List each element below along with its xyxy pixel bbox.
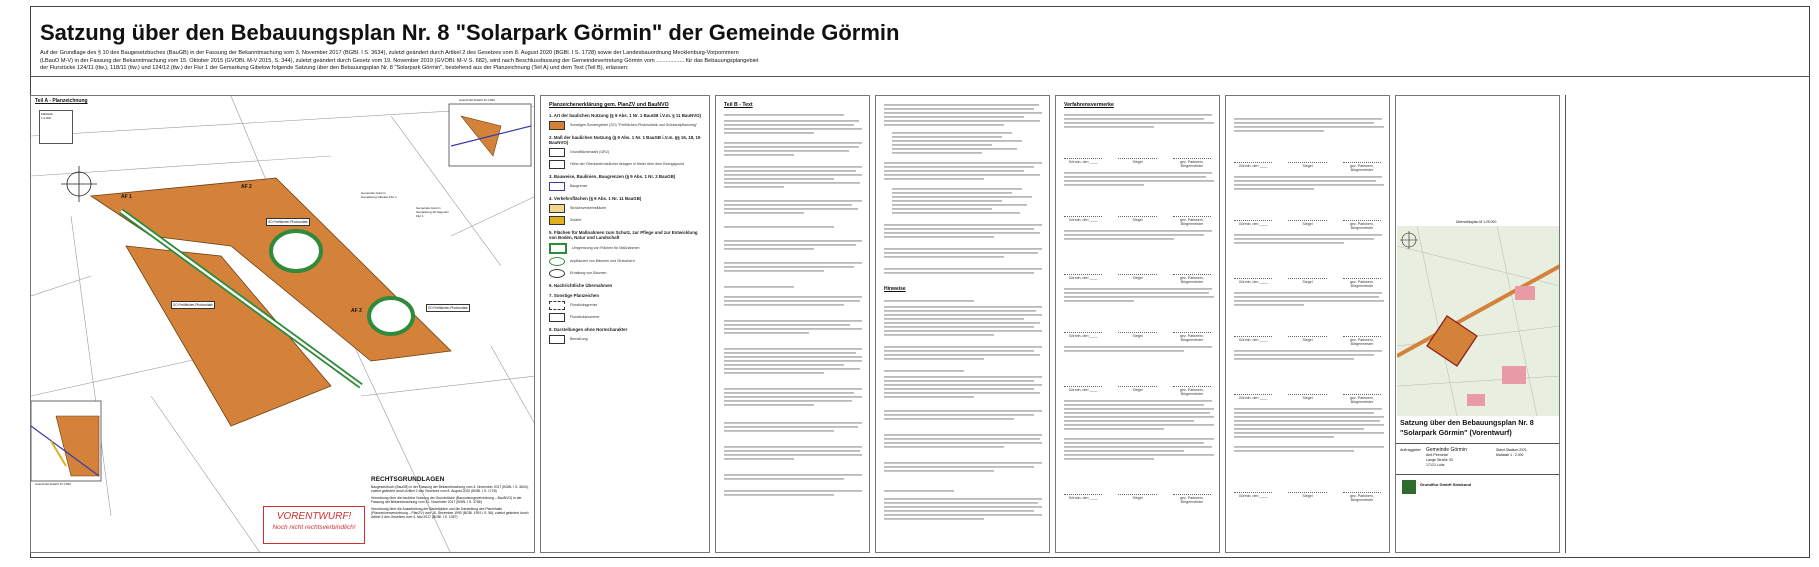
stand-label: Stand [1496, 448, 1505, 452]
panel-legend [540, 95, 710, 553]
area-label-af1: AF 1 [121, 194, 132, 200]
hinweise-lines [876, 294, 1050, 553]
legend-section: 4. Verkehrsflächen (§ 9 Abs. 1 Nr. 11 BauGB) [549, 196, 642, 201]
legend-entry: Höhe der Oberkante baulicher Anlagen in Meter über dem Bezugspunkt [549, 160, 701, 169]
swatch-icon [549, 301, 565, 310]
legend-entry: Anpflanzen von Bäumen und Sträuchern [549, 257, 701, 266]
swatch-icon [549, 269, 565, 278]
panel-titleblock [1395, 95, 1560, 553]
area-label-af2: AF 2 [241, 184, 252, 190]
so-label: SO Freiflächen-Photovoltaik [173, 303, 213, 307]
rechtsgrundlagen-heading: RECHTSGRUNDLAGEN [371, 476, 445, 483]
verfahren-para [1226, 232, 1390, 262]
legend-section: 1. Art der baulichen Nutzung (§ 9 Abs. 1 Nr. 1 BauGB i.V.m. § 11 BauNVO) [549, 113, 701, 118]
verfahren-para [1226, 406, 1390, 476]
verfahren-para [1056, 228, 1220, 258]
stand-block [1496, 448, 1527, 458]
swatch-icon [549, 160, 565, 169]
preamble-line: Auf der Grundlage des § 10 des Baugesetzbuches (BauGB) in der Fassung der Bekanntmachung vom 3. November 2017 (BGBl. I S. 3634), zuletzt geändert durch Artikel 2 des Gesetzes vom 8. August 2020 (BGBl. I S. 1728) sowie der Landesbauordnung Mecklenburg-Vorpommern [40, 50, 739, 56]
preamble [40, 50, 1140, 73]
legend-section: 2. Maß der baulichen Nutzung (§ 9 Abs. 1 Nr. 1 BauGB i.V.m. §§ 16, 18, 19 BauNVO) [549, 135, 701, 145]
client-line: Lange Straße 43 [1426, 458, 1453, 462]
so-label: SO Freiflächen-Photovoltaik [428, 306, 468, 310]
rechtsgrundlagen-item: Baugesetzbuch (BauGB) in der Fassung der Bekanntmachung vom 3. November 2017 (BGBl. I S. 3634), zuletzt geändert durch Artikel 2 des Gesetzes vom 8. August 2020 (BGBl. I S. 1728) [371, 485, 529, 494]
client-line: 17121 Loitz [1426, 463, 1445, 467]
scale-value: 1 : 2.000 [1510, 453, 1524, 457]
verfahren-para [1226, 290, 1390, 320]
text-b-lines [716, 110, 870, 550]
preamble-line: der Flurstücke 124/11 (tlw.), 118/11 (tlw.) und 124/12 (tlw.) der Flur 1 der Gemarkung Gibelow folgende Satzung über den Bebauungsplan Nr. 8 "Solarpark Görmin", bestehend aus der Planzeichnung (Teil A) und dem Text (Teil B), erlassen: [40, 65, 629, 71]
panel-text-b [715, 95, 870, 553]
swatch-icon [549, 216, 565, 225]
legend-entry: Sonstiges Sondergebiet (SO) "Freiflächen-Photovoltaik und Grünlandpflanzung" [549, 121, 701, 130]
text-b-heading: Teil B - Text [724, 102, 753, 108]
client-line: Amt Peenetal [1426, 453, 1448, 457]
divider [1396, 474, 1559, 475]
stamp-line1: VORENTWURF! [276, 511, 352, 522]
stamp-line2: Noch nicht rechtsverbindlich! [272, 524, 356, 531]
verfahren-para [1056, 286, 1220, 316]
scale-box [39, 110, 73, 144]
scale-label: Maßstab [41, 112, 53, 116]
inset-label-2: Ausschnitt Zufahrt M 1:500 [35, 482, 71, 486]
legend-entry: Umgrenzung von Flächen für Maßnahmen [549, 243, 701, 254]
swatch-icon [549, 182, 565, 191]
swatch-icon [549, 148, 565, 157]
rechtsgrundlagen-item: Verordnung über die Ausarbeitung der Bauleitpläne und die Darstellung des Planinhalts (Planzeichenverordnung – PlanZV) vom 18. Dezember 1990 (BGBl. 1991 I S. 58), zuletzt geändert durch Artikel 3 des Gesetzes vom 4. Mai 2017 (BGBl. I S. 1057) [371, 506, 529, 520]
verfahren-para [1056, 112, 1220, 142]
divider [30, 76, 1810, 77]
legend-entry: Erhaltung von Bäumen [549, 269, 701, 278]
client-block [1400, 448, 1467, 468]
so-label: SO Freiflächen-Photovoltaik [268, 220, 308, 224]
map-note-2: Gemeinde Görmin Gemarkung Alt Negentin Flur 1 [416, 206, 449, 218]
planner-logo-icon [1402, 480, 1416, 494]
signature-row: Görmin, den ____ Siegel gez. Parkwerx, Bürgermeister [1064, 216, 1211, 226]
panel-verfahrensvermerke-2 [1225, 95, 1390, 553]
overview-label: Übersichtsplan M 1:25.000 [1456, 220, 1497, 224]
inset-label: Ausschnitt Zufahrt M 1:500 [459, 98, 495, 102]
signature-row: Görmin, den ____ Siegel gez. Parkwerx, Bürgermeister [1234, 336, 1381, 346]
verfahren-para [1056, 398, 1220, 478]
swatch-icon [549, 257, 565, 266]
overview-map [1397, 226, 1560, 416]
titleblock-subtitle: "Solarpark Görmin" (Vorentwurf) [1400, 428, 1512, 437]
panel-a-heading: Teil A - Planzeichnung [35, 98, 88, 104]
verfahren-para [1056, 344, 1220, 370]
legend-entry: Grundflächenzahl (GRZ) [549, 148, 701, 157]
client-name: Gemeinde Görmin [1426, 447, 1467, 453]
signature-row: Görmin, den ____ Siegel gez. Parkwerx, Bürgermeister [1064, 494, 1211, 504]
signature-row: Görmin, den ____ Siegel gez. Parkwerx, Bürgermeister [1234, 278, 1381, 288]
legend-entry: Straßenverkehrsfläche [549, 204, 701, 213]
rechtsgrundlagen [371, 476, 533, 520]
signature-row: Görmin, den ____ Siegel gez. Parkwerx, Bürgermeister [1064, 158, 1211, 168]
signature-row: Görmin, den ____ Siegel gez. Parkwerx, Bürgermeister [1234, 492, 1381, 502]
divider [1396, 443, 1559, 444]
signature-row: Görmin, den ____ Siegel gez. Parkwerx, Bürgermeister [1064, 386, 1211, 396]
hinweise-heading: Hinweise [884, 286, 906, 292]
planner-name: Grundflur GmbH Stralsund [1420, 482, 1472, 487]
legend-entry: Flurstücksgrenze [549, 301, 701, 310]
legend-section: 3. Bauweise, Baulinien, Baugrenzen (§ 9 Abs. 1 Nr. 2 BauGB) [549, 174, 676, 179]
legend-entry: Baugrenze [549, 182, 701, 191]
preamble-line: (LBauO M-V) in der Fassung der Bekanntmachung vom 15. Oktober 2015 (GVOBl. M-V 2015, S. 344), zuletzt geändert durch Gesetz vom 19. November 2019 (GVOBl. M-V S. 682), wird nach Beschlussfassung der Gemeindevertretung Görmin vom .................. für das Bebauungsplangebiet [40, 57, 759, 64]
map-note: Gemeinde Görmin Gemarkung Gibelow Flur 1 [361, 191, 397, 199]
legend-entry: Bemaßung [549, 335, 701, 344]
signature-row: Görmin, den ____ Siegel gez. Parkwerx, Bürgermeister [1064, 332, 1211, 342]
area-label-af3: AF 3 [351, 308, 362, 314]
signature-row: Görmin, den ____ Siegel gez. Parkwerx, Bürgermeister [1064, 274, 1211, 284]
scale-label: Maßstab [1496, 453, 1510, 457]
legend-entry: Flurstücksnummer [549, 313, 701, 322]
legend-section: 8. Darstellungen ohne Normcharakter [549, 327, 628, 332]
vorentwurf-stamp [263, 506, 365, 544]
swatch-icon [549, 243, 567, 254]
swatch-icon [549, 121, 565, 130]
legend-entry: Zufahrt [549, 216, 701, 225]
legend-heading: Planzeichenerklärung gem. PlanZV und BauNVO [549, 102, 669, 108]
divider [1565, 95, 1566, 553]
verfahren-para [1226, 174, 1390, 204]
signature-row: Görmin, den ____ Siegel gez. Parkwerx, Bürgermeister [1234, 220, 1381, 230]
page-title: Satzung über den Bebauungsplan Nr. 8 "Solarpark Görmin" der Gemeinde Görmin [40, 20, 900, 45]
swatch-icon [549, 204, 565, 213]
verfahren-heading: Verfahrensvermerke [1064, 102, 1114, 108]
legend-section: 7. Sonstige Planzeichen [549, 293, 600, 298]
panel-plan-drawing [30, 95, 535, 553]
signature-row: Görmin, den ____ Siegel gez. Parkwerx, Bürgermeister [1234, 162, 1381, 172]
rechtsgrundlagen-item: Verordnung über die bauliche Nutzung der Grundstücke (Baunutzungsverordnung – BauNVO) in der Fassung der Bekanntmachung vom 21. November 2017 (BGBl. I S. 3786) [371, 495, 522, 505]
verfahren-para [1226, 348, 1390, 378]
stand-value: Stadium 2021 [1505, 448, 1527, 452]
verfahren-para [1056, 170, 1220, 200]
panel-text-b-continued [875, 95, 1050, 553]
panel-verfahrensvermerke [1055, 95, 1220, 553]
signature-row: Görmin, den ____ Siegel gez. Parkwerx, Bürgermeister [1234, 394, 1381, 404]
swatch-icon [549, 335, 565, 344]
scale-value: 1:2.000 [41, 116, 52, 120]
verfahren-para [1226, 116, 1390, 146]
legend-section: 6. Nachrichtliche Übernahmen [549, 283, 613, 288]
legend-section: 5. Flächen für Maßnahmen zum Schutz, zur Pflege und zur Entwicklung von Boden, Natur und Landschaft [549, 230, 698, 240]
client-label: Auftraggeber [1400, 448, 1421, 452]
titleblock-title: Satzung über den Bebauungsplan Nr. 8 [1400, 418, 1534, 427]
swatch-icon [549, 313, 565, 322]
